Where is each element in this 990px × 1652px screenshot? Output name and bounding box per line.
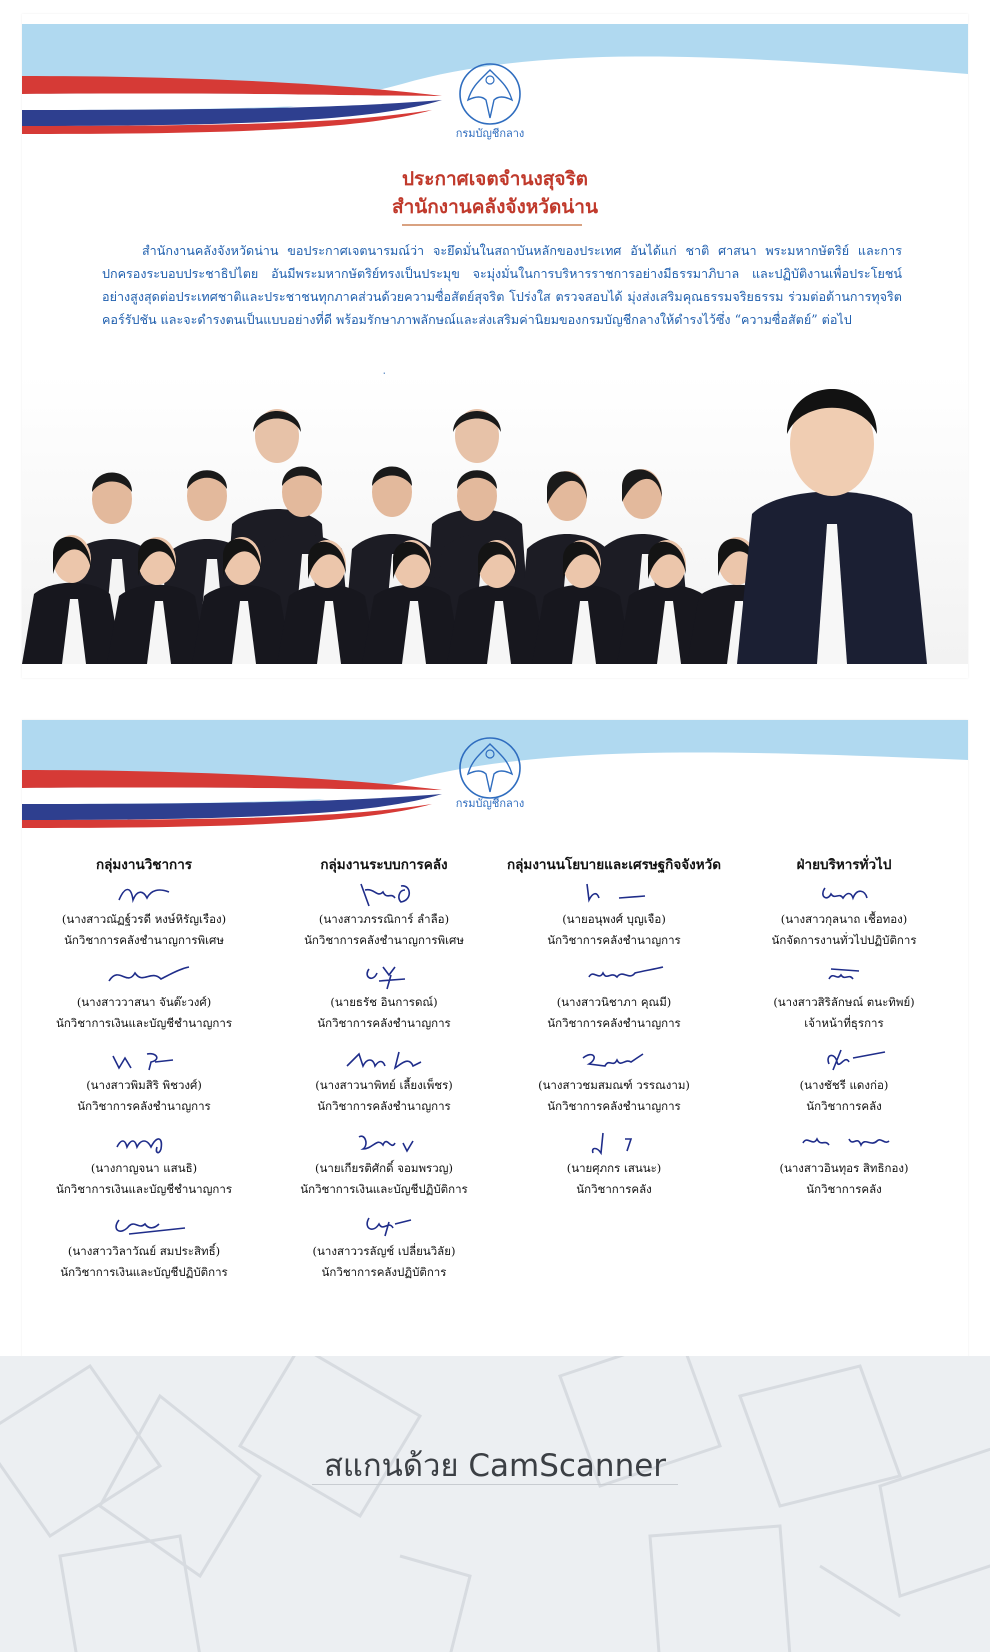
signatory-position: นักวิชาการคลังชำนาญการพิเศษ bbox=[304, 933, 464, 947]
camscanner-watermark-area bbox=[0, 1356, 990, 1652]
signatory bbox=[728, 961, 960, 1042]
group-title: ฝ่ายบริหารทั่วไป bbox=[796, 857, 892, 873]
signatory-name: (นายศุภกร เสนนะ) bbox=[566, 1161, 662, 1175]
title-divider bbox=[402, 224, 582, 226]
signatory bbox=[498, 1127, 730, 1208]
signature bbox=[329, 1210, 439, 1240]
group-title: กลุ่มงานนโยบายและเศรษฐกิจจังหวัด bbox=[506, 857, 722, 873]
signatory-name: (นางกาญจนา แสนธิ) bbox=[90, 1161, 198, 1175]
signatory-name: (นางสาวสิริลักษณ์ ตนะทิพย์) bbox=[773, 995, 915, 1009]
signatory-position: นักวิชาการเงินและบัญชีปฏิบัติการ bbox=[300, 1182, 468, 1196]
announcement-body: สำนักงานคลังจังหวัดน่าน ขอประกาศเจตนารมณ์ว่า จะยึดมั่นในสถาบันหลักของประเทศ อันได้แก่ ชาติ ศาสนา พระมหากษัตริย์ และการปกครองระบอบประชาธิปไตย อันมีพระมหากษัตริย์ทรงเป็นประมุข จะมุ่งมั่นในการบริหารราชการอย่างมีธรรมาภิบาล และปฏิบัติงานเพื่อประโยชน์อย่างสูงสุดต่อประเทศชาติและประชาชนทุกภาคส่วนด้วยความซื่อสัตย์สุจริต โปร่งใส ตรวจสอบได้ มุ่งส่งเสริมคุณธรรมจริยธรรม ร่วมต่อต้านการทุจริตคอร์รัปชัน และจะดำรงตนเป็นแบบอย่างที่ดี พร้อมรักษาภาพลักษณ์และส่งเสริมค่านิยมของกรมบัญชีกลางให้ดำรงไว้ซึ่ง “ความซื่อสัตย์” ต่อไป bbox=[102, 243, 902, 327]
signatory-name: (นางสาวนิชาภา คุณมี) bbox=[556, 995, 672, 1009]
announcement-title: ประกาศเจตจำนงสุจริต bbox=[401, 168, 588, 190]
signature bbox=[329, 1044, 439, 1074]
watermark-pattern bbox=[0, 1356, 990, 1652]
signature bbox=[559, 1044, 669, 1074]
signatory-position: นักวิชาการคลังชำนาญการ bbox=[547, 1016, 681, 1030]
group-title: กลุ่มงานวิชาการ bbox=[95, 857, 193, 873]
signature bbox=[789, 878, 899, 908]
signature bbox=[89, 1127, 199, 1157]
caption-underline bbox=[312, 1484, 678, 1485]
signature bbox=[329, 1127, 439, 1157]
signatory bbox=[268, 878, 500, 959]
signature bbox=[329, 878, 439, 908]
signatory bbox=[728, 1044, 960, 1125]
announcement-page bbox=[22, 14, 968, 678]
signatory-position: นักวิชาการเงินและบัญชีปฏิบัติการ bbox=[60, 1265, 228, 1279]
signatory-position: นักจัดการงานทั่วไปปฏิบัติการ bbox=[771, 933, 917, 947]
signatory bbox=[268, 1210, 500, 1291]
signatory-position: นักวิชาการคลังชำนาญการ bbox=[547, 1099, 681, 1113]
camscanner-caption: สแกนด้วย CamScanner bbox=[323, 1448, 667, 1484]
signatory-name: (นายอนุพงศ์ บุญเจือ) bbox=[562, 912, 666, 926]
signatory-name: (นางสาววาสนา จันต๊ะวงศ์) bbox=[76, 995, 212, 1009]
signatory bbox=[28, 1210, 260, 1291]
signatory-position: นักวิชาการคลัง bbox=[806, 1099, 882, 1113]
signatory-name: (นางสาววิลาวัณย์ สมประสิทธิ์) bbox=[67, 1244, 221, 1258]
signature bbox=[89, 961, 199, 991]
signature bbox=[559, 878, 669, 908]
signatures-page bbox=[22, 720, 968, 1400]
signature bbox=[89, 1210, 199, 1240]
signature bbox=[789, 1044, 899, 1074]
signature bbox=[559, 1127, 669, 1157]
signatory-name: (นางสาวอินทุอร สิทธิกอง) bbox=[779, 1161, 909, 1175]
signatory bbox=[498, 1044, 730, 1125]
signatory-name: (นางชัชรี แดงก่อ) bbox=[799, 1078, 889, 1092]
signatory-position: นักวิชาการคลังชำนาญการ bbox=[317, 1016, 451, 1030]
signatory bbox=[268, 1127, 500, 1208]
signatory-name: (นางสาวณัฏฐ์วรดี หงษ์หิรัญเรือง) bbox=[61, 912, 227, 926]
signatory bbox=[28, 961, 260, 1042]
signatory-position: นักวิชาการเงินและบัญชีชำนาญการ bbox=[55, 1016, 233, 1030]
signatory bbox=[498, 961, 730, 1042]
signatory-position: นักวิชาการคลังปฏิบัติการ bbox=[321, 1265, 447, 1279]
signatory bbox=[28, 878, 260, 959]
signatory-position: นักวิชาการเงินและบัญชีชำนาญการ bbox=[55, 1182, 233, 1196]
group-column-fiscal-system bbox=[268, 832, 500, 1291]
signatory-name: (นางสาวภรรณิการ์ ลำลือ) bbox=[318, 912, 450, 926]
signature bbox=[89, 878, 199, 908]
signatory-position: นักวิชาการคลัง bbox=[806, 1182, 882, 1196]
office-name: สำนักงานคลังจังหวัดน่าน bbox=[392, 196, 598, 218]
signatory-name: (นายธรัช อินการดณ์) bbox=[330, 995, 438, 1009]
group-column-policy-economy bbox=[498, 832, 730, 1208]
signatory-name: (นายเกียรติศักดิ์ จอมพรวญ) bbox=[315, 1161, 453, 1175]
signatory-position: นักวิชาการคลังชำนาญการพิเศษ bbox=[64, 933, 224, 947]
emblem-caption: กรมบัญชีกลาง bbox=[455, 127, 525, 140]
signature bbox=[789, 1127, 899, 1157]
group-column-general-admin bbox=[728, 832, 960, 1208]
signatory-name: (นางสาววรลัญช์ เปลี่ยนวิลัย) bbox=[312, 1244, 456, 1258]
signatory-position: นักวิชาการคลังชำนาญการ bbox=[547, 933, 681, 947]
signatory bbox=[28, 1044, 260, 1125]
signatory-position: นักวิชาการคลังชำนาญการ bbox=[317, 1099, 451, 1113]
signature bbox=[89, 1044, 199, 1074]
signatory-name: (นางสาวกุลนาถ เชื้อทอง) bbox=[780, 912, 908, 926]
staff-group-photo bbox=[22, 374, 968, 664]
signature bbox=[329, 961, 439, 991]
group-column-academic bbox=[28, 832, 260, 1291]
emblem-caption-2: กรมบัญชีกลาง bbox=[455, 797, 525, 810]
signatory bbox=[268, 1044, 500, 1125]
signatory-name: (นางสาวพิมสิริ พิชวงศ์) bbox=[86, 1078, 202, 1092]
signatory-position: นักวิชาการคลัง bbox=[576, 1182, 652, 1196]
signatory bbox=[728, 878, 960, 959]
signature bbox=[559, 961, 669, 991]
signatory-position: เจ้าหน้าที่ธุรการ bbox=[804, 1016, 884, 1030]
signatory bbox=[498, 878, 730, 959]
signatory bbox=[28, 1127, 260, 1208]
signatory-name: (นางสาวนาพิทย์ เลี้ยงเพ็ชร) bbox=[315, 1078, 453, 1092]
signatory-name: (นางสาวชมสมณฑ์ วรรณงาม) bbox=[538, 1078, 690, 1092]
signature bbox=[789, 961, 899, 991]
signatory-position: นักวิชาการคลังชำนาญการ bbox=[77, 1099, 211, 1113]
signatory bbox=[728, 1127, 960, 1208]
group-title: กลุ่มงานระบบการคลัง bbox=[320, 857, 448, 873]
signatory bbox=[268, 961, 500, 1042]
